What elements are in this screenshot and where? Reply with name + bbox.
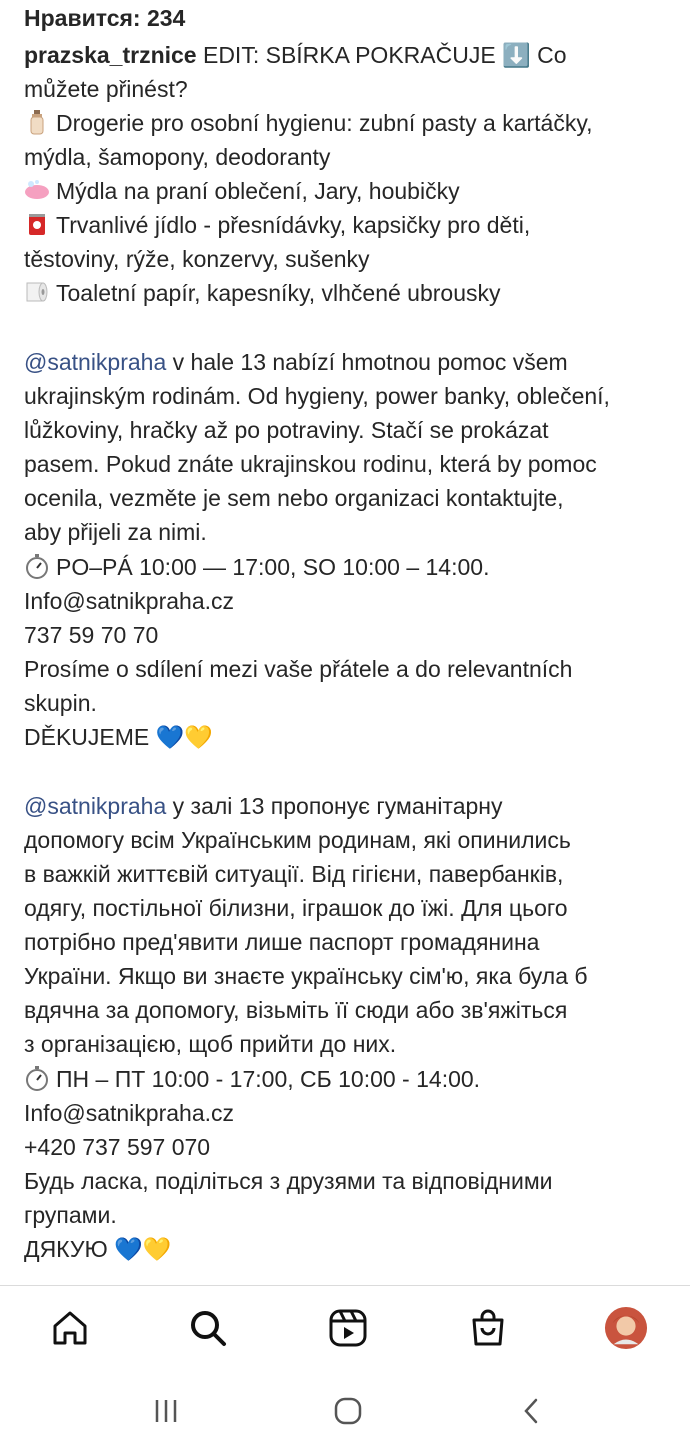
caption-text: Trvanlivé jídlo - přesnídávky, kapsičky pro děti, <box>56 212 531 238</box>
caption-line: 737 59 70 70 <box>24 622 159 648</box>
caption-line: mýdla, šamopony, deodoranty <box>24 144 331 170</box>
stopwatch-icon <box>24 1065 50 1091</box>
caption-line: ДЯКУЮ 💙💛 <box>24 1236 172 1262</box>
caption-line: з організацією, щоб прийти до них. <box>24 1031 397 1057</box>
mention-link[interactable]: @satnikpraha <box>24 793 167 819</box>
search-icon[interactable] <box>186 1306 230 1350</box>
caption-line <box>24 276 501 310</box>
username-link[interactable]: prazska_trznice <box>24 42 197 68</box>
caption-line <box>24 789 503 823</box>
caption-line: в важкій життєвій ситуації. Від гігієни, павербанків, <box>24 861 564 887</box>
system-navigation-bar <box>0 1372 690 1449</box>
caption-line: допомогу всім Українським родинам, які опинились <box>24 827 571 853</box>
caption-text: у залі 13 пропонує гуманітарну <box>166 793 503 819</box>
caption-line <box>24 174 460 208</box>
canned-food-icon <box>24 211 50 237</box>
caption-line <box>24 208 530 242</box>
caption-line <box>24 106 593 140</box>
back-icon[interactable] <box>512 1394 552 1428</box>
caption-text: Drogerie pro osobní hygienu: zubní pasty a kartáčky, <box>56 110 593 136</box>
caption-line <box>24 345 568 379</box>
caption-line: Будь ласка, поділіться з друзями та відповідними <box>24 1168 553 1194</box>
caption-line <box>24 38 567 72</box>
caption-line: aby přijeli za nimi. <box>24 519 207 545</box>
caption-line: Info@satnikpraha.cz <box>24 1100 235 1126</box>
caption-line: Prosíme o sdílení mezi vaše přátele a do relevantních <box>24 656 573 682</box>
home-icon[interactable] <box>48 1306 92 1350</box>
caption-text: ПН – ПТ 10:00 - 17:00, СБ 10:00 - 14:00. <box>56 1066 481 1092</box>
mention-link[interactable]: @satnikpraha <box>24 349 167 375</box>
caption-line: lůžkoviny, hračky až po potraviny. Stačí se prokázat <box>24 417 549 443</box>
shop-icon[interactable] <box>466 1306 510 1350</box>
caption-line: України. Якщо ви знаєте українську сім'ю, яка була б <box>24 963 588 989</box>
caption-text: Mýdla na praní oblečení, Jary, houbičky <box>56 178 460 204</box>
caption-line: můžete přinést? <box>24 76 188 102</box>
bottom-navigation-bar <box>0 1285 690 1372</box>
toilet-paper-icon <box>24 279 50 305</box>
caption-line: skupin. <box>24 690 97 716</box>
recent-apps-icon[interactable] <box>146 1394 186 1428</box>
home-circle-icon[interactable] <box>328 1394 368 1428</box>
caption-text: v hale 13 nabízí hmotnou pomoc všem <box>166 349 568 375</box>
caption-line <box>24 1062 480 1096</box>
caption-text: Toaletní papír, kapesníky, vlhčené ubrousky <box>56 280 501 306</box>
lotion-bottle-icon <box>24 109 50 135</box>
caption-line <box>24 550 489 584</box>
reels-icon[interactable] <box>326 1306 370 1350</box>
caption-line: pasem. Pokud znáte ukrajinskou rodinu, která by pomoc <box>24 451 597 477</box>
caption-line: Info@satnikpraha.cz <box>24 588 235 614</box>
caption-line: вдячна за допомогу, візьміть її сюди або зв'яжіться <box>24 997 568 1023</box>
soap-icon <box>24 177 50 203</box>
caption-line: одягу, постільної білизни, іграшок до їжі. Для цього <box>24 895 568 921</box>
caption-line: +420 737 597 070 <box>24 1134 211 1160</box>
caption-line: групами. <box>24 1202 117 1228</box>
caption-line: ukrajinským rodinám. Od hygieny, power banky, oblečení, <box>24 383 610 409</box>
caption-line: těstoviny, rýže, konzervy, sušenky <box>24 246 370 272</box>
caption-line: DĚKUJEME 💙💛 <box>24 724 213 750</box>
stopwatch-icon <box>24 553 50 579</box>
likes-count[interactable]: Нравится: 234 <box>24 5 186 31</box>
caption-line: потрібно пред'явити лише паспорт громадянина <box>24 929 540 955</box>
caption-text: PO–PÁ 10:00 — 17:00, SO 10:00 – 14:00. <box>56 554 490 580</box>
caption-line: ocenila, vezměte je sem nebo organizaci kontaktujte, <box>24 485 564 511</box>
profile-avatar[interactable] <box>604 1306 648 1350</box>
caption-text: EDIT: SBÍRKA POKRAČUJE ⬇️ Co <box>196 42 567 68</box>
